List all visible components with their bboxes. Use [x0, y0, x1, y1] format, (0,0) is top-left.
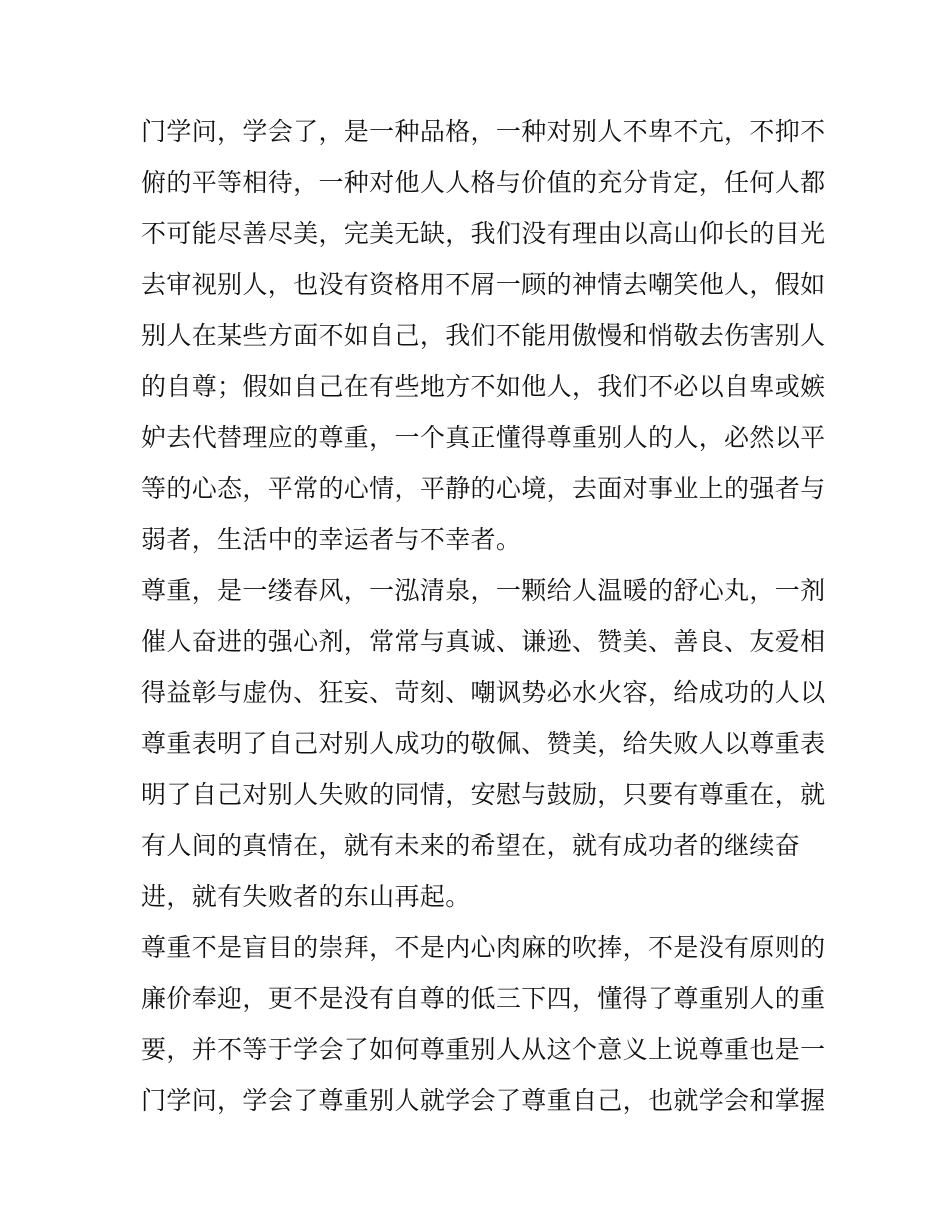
text-line: 不可能尽善尽美，完美无缺，我们没有理由以高山仰长的目光	[141, 219, 826, 248]
text-line: 的自尊；假如自己在有些地方不如他人，我们不必以自卑或嫉	[141, 372, 826, 401]
text-line: 去审视别人，也没有资格用不屑一顾的神情去嘲笑他人，假如	[141, 270, 826, 299]
text-line: 尊重表明了自己对别人成功的敬佩、赞美，给失败人以尊重表	[141, 729, 826, 758]
text-line: 妒去代替理应的尊重，一个真正懂得尊重别人的人，必然以平	[141, 423, 826, 452]
text-line: 廉价奉迎，更不是没有自尊的低三下四，懂得了尊重别人的重	[141, 984, 826, 1013]
paragraph-2	[141, 565, 826, 922]
paragraph-1	[141, 106, 826, 565]
text-line: 等的心态，平常的心情，平静的心境，去面对事业上的强者与	[141, 474, 826, 503]
text-line: 进，就有失败者的东山再起。	[141, 882, 471, 911]
text-line: 弱者，生活中的幸运者与不幸者。	[141, 525, 522, 554]
text-line: 尊重不是盲目的崇拜，不是内心肉麻的吹捧，不是没有原则的	[141, 933, 826, 962]
text-line: 得益彰与虚伪、狂妄、苛刻、嘲讽势必水火容，给成功的人以	[141, 678, 826, 707]
text-line: 要，并不等于学会了如何尊重别人从这个意义上说尊重也是一	[141, 1035, 826, 1064]
body-text	[141, 106, 826, 1126]
text-line: 尊重，是一缕春风，一泓清泉，一颗给人温暖的舒心丸，一剂	[141, 576, 826, 605]
paragraph-3	[141, 922, 826, 1126]
text-line: 门学问，学会了，是一种品格，一种对别人不卑不亢，不抑不	[141, 117, 826, 146]
text-line: 有人间的真情在，就有未来的希望在，就有成功者的继续奋	[141, 831, 801, 860]
text-line: 催人奋进的强心剂，常常与真诚、谦逊、赞美、善良、友爱相	[141, 627, 826, 656]
text-line: 俯的平等相待，一种对他人人格与价值的充分肯定，任何人都	[141, 168, 826, 197]
text-line: 明了自己对别人失败的同情，安慰与鼓励，只要有尊重在，就	[141, 780, 826, 809]
text-line: 门学问，学会了尊重别人就学会了尊重自己，也就学会和掌握	[141, 1086, 826, 1115]
text-line: 别人在某些方面不如自己，我们不能用傲慢和悄敬去伤害别人	[141, 321, 826, 350]
